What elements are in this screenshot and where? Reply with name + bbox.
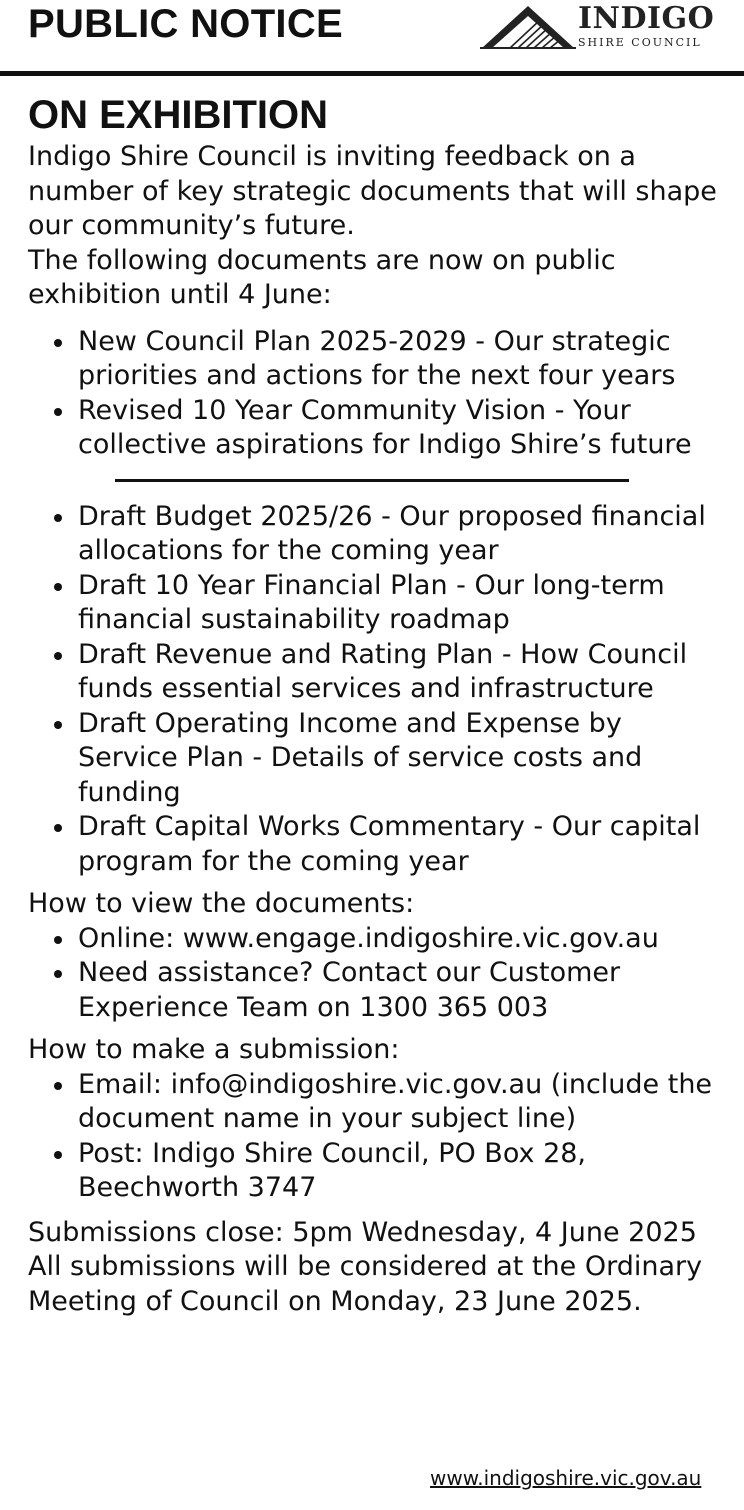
section-divider xyxy=(115,479,629,482)
website-link[interactable]: www.indigoshire.vic.gov.au xyxy=(430,1466,702,1490)
list-item: Email: info@indigoshire.vic.gov.au (include the document name in your subject line) xyxy=(28,1068,728,1137)
notice-header xyxy=(0,0,744,78)
logo-subtitle: SHIRE COUNCIL xyxy=(578,36,702,49)
list-item: Need assistance? Contact our Customer Experience Team on 1300 365 003 xyxy=(28,956,728,1025)
list-item: Online: www.engage.indigoshire.vic.gov.au xyxy=(28,922,728,957)
list-item: Draft Budget 2025/26 - Our proposed financial allocations for the coming year xyxy=(28,500,728,569)
list-item: Draft Capital Works Commentary - Our capital program for the coming year xyxy=(28,810,728,879)
submit-heading: How to make a submission: xyxy=(28,1034,400,1065)
deadline-text: Submissions close: 5pm Wednesday, 4 June 2025 xyxy=(28,1216,697,1248)
indigo-shire-logo-mark-icon xyxy=(480,2,576,52)
documents-list-a xyxy=(28,325,728,463)
list-item: Revised 10 Year Community Vision - Your collective aspirations for Indigo Shire’s future xyxy=(28,394,728,463)
exhibition-heading: ON EXHIBITION xyxy=(28,93,329,137)
submit-list xyxy=(28,1068,728,1206)
council-logo xyxy=(480,2,730,52)
view-list xyxy=(28,922,728,1026)
notice-title: PUBLIC NOTICE xyxy=(28,2,344,46)
logo-wordmark: INDIGO xyxy=(578,1,715,36)
meeting-text: All submissions will be considered at the Ordinary Meeting of Council on Monday, 23 June 2025. xyxy=(28,1251,703,1317)
list-item: Draft 10 Year Financial Plan - Our long-term financial sustainability roadmap xyxy=(28,569,728,638)
list-item: Post: Indigo Shire Council, PO Box 28, Beechworth 3747 xyxy=(28,1137,728,1206)
notice-body xyxy=(28,90,728,1319)
header-rule xyxy=(0,71,744,76)
documents-list-b xyxy=(28,500,728,880)
intro-paragraph: Indigo Shire Council is inviting feedback on a number of key strategic documents that will shape our community’s future. xyxy=(28,141,717,241)
list-item: Draft Operating Income and Expense by Service Plan - Details of service costs and funding xyxy=(28,707,728,811)
view-heading: How to view the documents: xyxy=(28,888,415,919)
list-item: New Council Plan 2025-2029 - Our strategic priorities and actions for the next four years xyxy=(28,325,728,394)
list-item: Draft Revenue and Rating Plan - How Council funds essential services and infrastructure xyxy=(28,638,728,707)
intro-paragraph-2: The following documents are now on public exhibition until 4 June: xyxy=(28,244,616,310)
